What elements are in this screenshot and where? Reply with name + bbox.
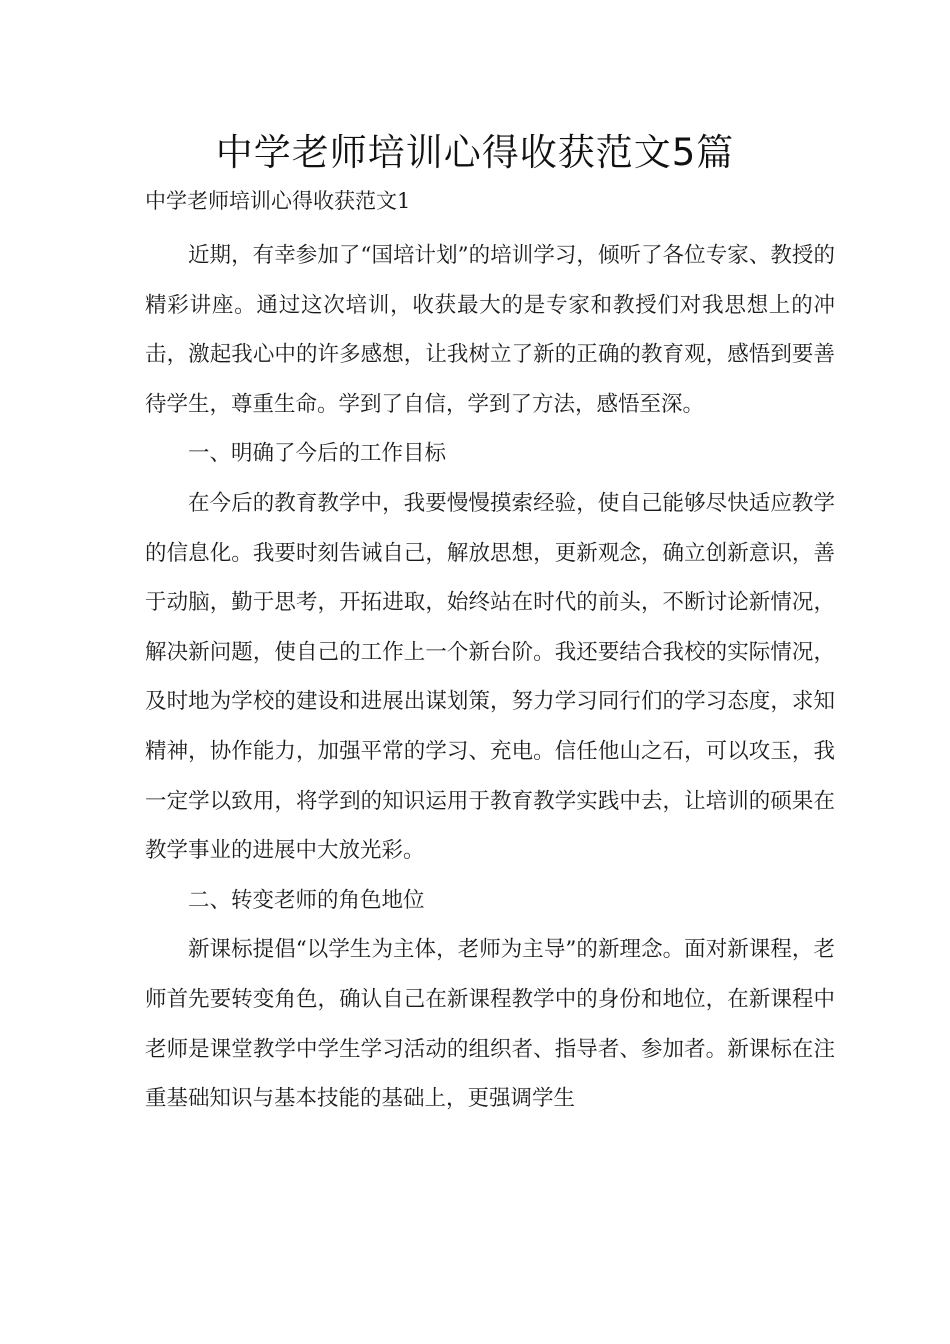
section-heading-1: 一、明确了今后的工作目标 xyxy=(188,441,447,467)
paragraph-intro: 近期，有幸参加了“国培计划”的培训学习，倾听了各位专家、教授的精彩讲座。通过这次培训，收获最大的是专家和教授们对我思想上的冲击，激起我心中的许多感想，让我树立了新的正确的教育观，感悟到要善待学生，尊重生命。学到了自信，学到了方法，感悟至深。 xyxy=(145,243,835,417)
document-title: 中学老师培训心得收获范文5篇 xyxy=(215,131,735,174)
document-body xyxy=(145,231,835,1124)
document-subtitle: 中学老师培训心得收获范文1 xyxy=(145,189,411,213)
section-heading-2: 二、转变老师的角色地位 xyxy=(188,887,425,913)
paragraph-section-1: 在今后的教育教学中，我要慢慢摸索经验，使自己能够尽快适应教学的信息化。我要时刻告诫自己，解放思想，更新观念，确立创新意识，善于动脑，勤于思考，开拓进取，始终站在时代的前头，不断讨论新情况，解决新问题，使自己的工作上一个新台阶。我还要结合我校的实际情况，及时地为学校的建设和进展出谋划策，努力学习同行们的学习态度，求知精神，协作能力，加强平常的学习、充电。信任他山之石，可以攻玉，我一定学以致用，将学到的知识运用于教育教学实践中去，让培训的硕果在教学事业的进展中大放光彩。 xyxy=(145,490,835,864)
paragraph-section-2: 新课标提倡“以学生为主体，老师为主导”的新理念。面对新课程，老师首先要转变角色，确认自己在新课程教学中的身份和地位，在新课程中老师是课堂教学中学生学习活动的组织者、指导者、参加者。新课标在注重基础知识与基本技能的基础上，更强调学生 xyxy=(145,937,835,1112)
